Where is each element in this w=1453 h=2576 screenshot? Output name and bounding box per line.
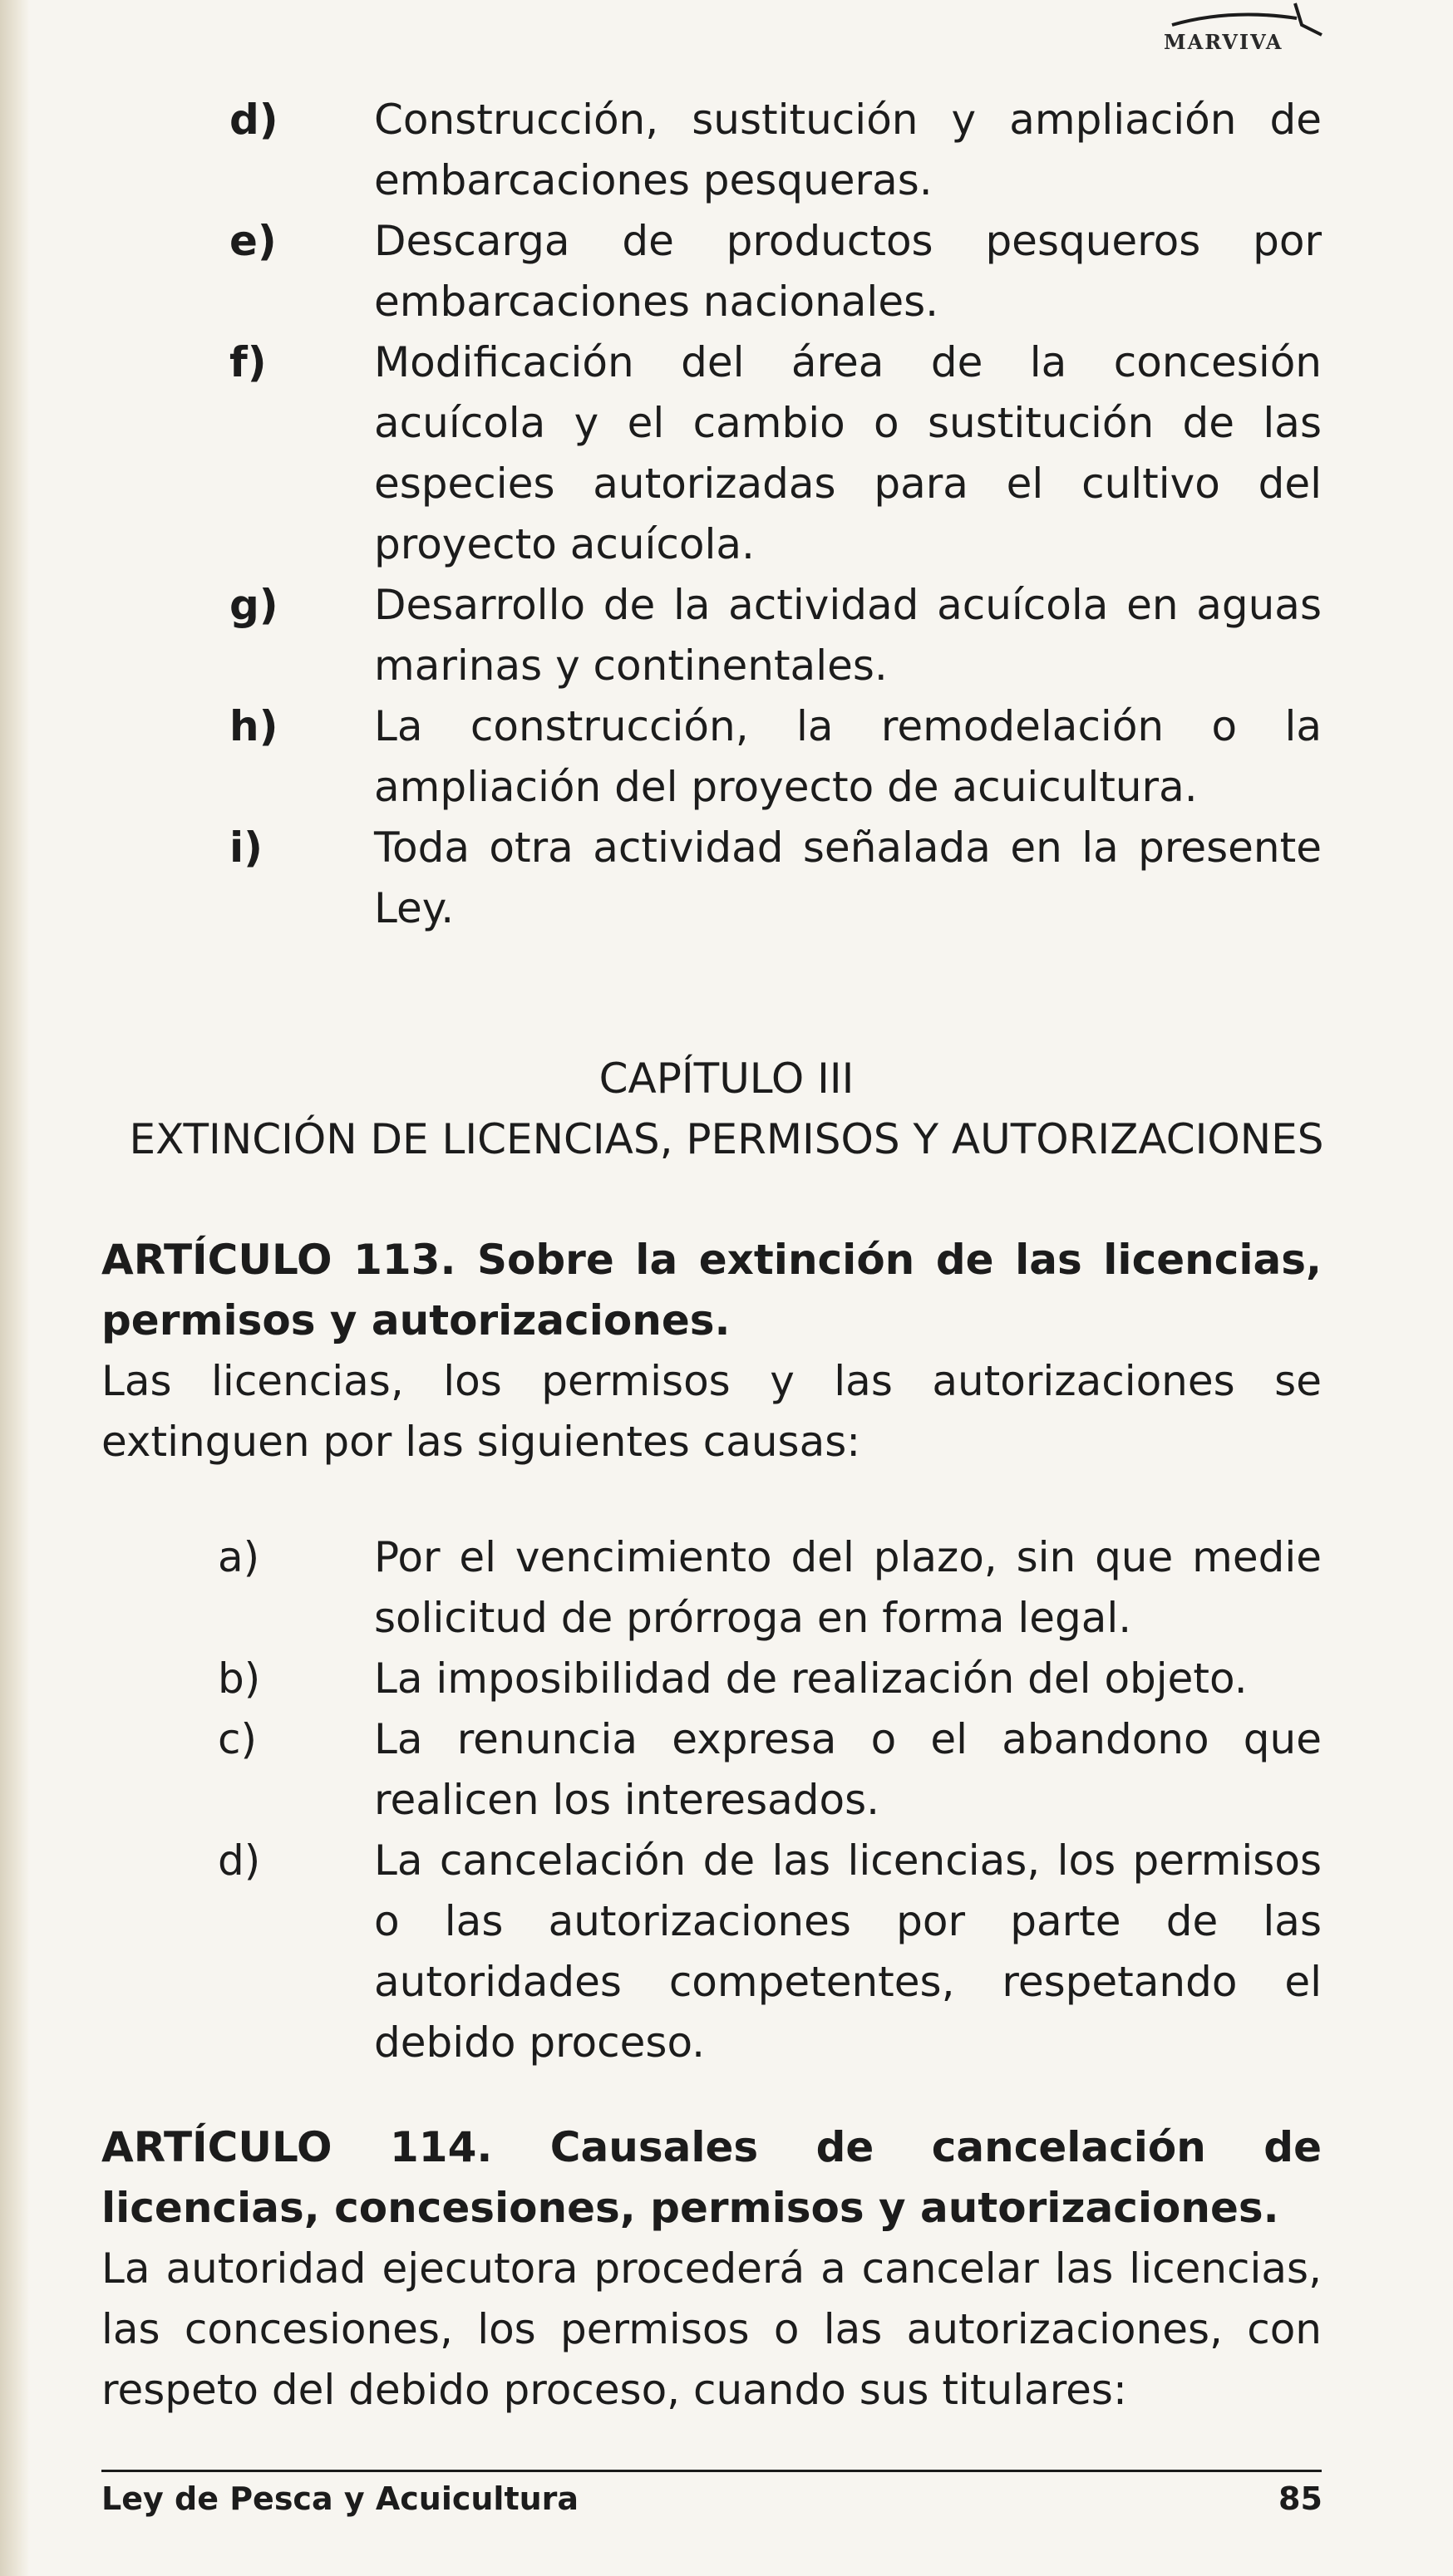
footer-divider [101, 2470, 1322, 2472]
list-item-text: La renuncia expresa o el abandono que realicen los interesados. [374, 1715, 1322, 1824]
page-number: 85 [1278, 2480, 1322, 2517]
list-item-text: La cancelación de las licencias, los permisos o las autorizaciones por parte de las autoridades competentes, respetando el debido proceso. [374, 1836, 1322, 2067]
list-item-text: Descarga de productos pesqueros por embarcaciones nacionales. [374, 217, 1322, 326]
article-113-heading: ARTÍCULO 113. Sobre la extinción de las licencias, permisos y autorizaciones. [101, 1236, 1322, 1345]
chapter-number: CAPÍTULO III [598, 1054, 855, 1103]
chapter-title: EXTINCIÓN DE LICENCIAS, PERMISOS Y AUTORIZACIONES [129, 1115, 1324, 1163]
list-item-label: a) [218, 1533, 260, 1581]
list-item-text: Desarrollo de la actividad acuícola en aguas marinas y continentales. [374, 581, 1322, 690]
list-item-label: d) [229, 96, 278, 144]
marviva-logo-text: MARVIVA [1164, 30, 1283, 54]
list-item-label: c) [218, 1715, 257, 1763]
list-item-label: g) [229, 581, 278, 629]
list-item-text: Modificación del área de la concesión acuícola y el cambio o sustitución de las especies autorizadas para el cultivo del proyecto acuícola. [374, 338, 1322, 568]
article-114-intro: La autoridad ejecutora procederá a cancelar las licencias, las concesiones, los permisos o las autorizaciones, con respeto del debido proceso, cuando sus titulares: [101, 2244, 1322, 2414]
page-binding-edge [0, 0, 30, 2576]
list-item-text: La construcción, la remodelación o la ampliación del proyecto de acuicultura. [374, 702, 1322, 811]
list-item-text: Construcción, sustitución y ampliación de embarcaciones pesqueras. [374, 96, 1322, 204]
list-item-label: h) [229, 702, 278, 750]
list-item-text: La imposibilidad de realización del objeto. [374, 1654, 1248, 1703]
list-item-label: b) [218, 1654, 261, 1703]
list-item-label: d) [218, 1836, 261, 1885]
list-item-text: Por el vencimiento del plazo, sin que medie solicitud de prórroga en forma legal. [374, 1533, 1322, 1642]
list-item-label: i) [229, 823, 263, 872]
article-113-intro: Las licencias, los permisos y las autorizaciones se extinguen por las siguientes causas: [101, 1357, 1322, 1466]
list-item-label: e) [229, 217, 277, 265]
list-item-label: f) [229, 338, 267, 386]
list-item-text: Toda otra actividad señalada en la presente Ley. [374, 823, 1322, 932]
footer-book-title: Ley de Pesca y Acuicultura [101, 2480, 579, 2517]
article-114-heading: ARTÍCULO 114. Causales de cancelación de licencias, concesiones, permisos y autorizaciones. [101, 2123, 1322, 2232]
